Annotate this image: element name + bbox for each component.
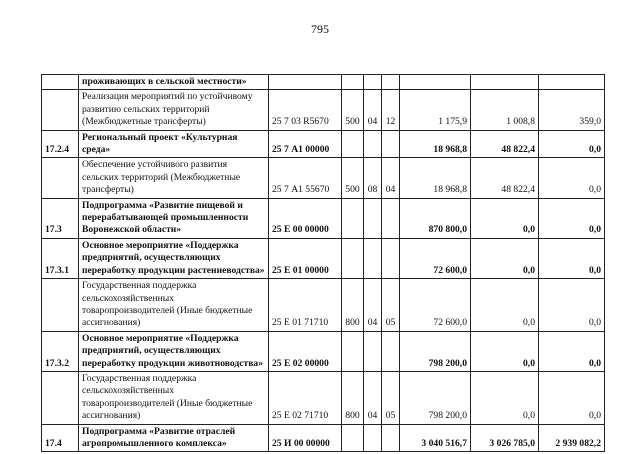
row-rz	[364, 198, 382, 238]
row-rz: 04	[364, 279, 382, 332]
row-pr: 05	[382, 371, 400, 424]
row-number	[42, 371, 79, 424]
row-rz: 04	[364, 90, 382, 130]
row-name: Государственная поддержка сельскохозяйственных товаропроизводителей (Иные бюджетные ассигнования)	[79, 279, 269, 332]
row-value-3: 2 939 082,2	[539, 424, 605, 452]
row-code: 25 7 А1 55670	[269, 158, 342, 198]
row-value-3: 359,0	[539, 90, 605, 130]
row-vr: 500	[342, 90, 364, 130]
row-value-1	[400, 75, 471, 90]
table-row	[42, 130, 605, 158]
row-pr: 12	[382, 90, 400, 130]
table-row	[42, 90, 605, 130]
page-number: 795	[311, 22, 329, 36]
row-rz	[364, 75, 382, 90]
row-vr	[342, 424, 364, 452]
row-vr	[342, 130, 364, 158]
row-name: Основное мероприятие «Поддержка предприятий, осуществляющих переработку продукции животноводства»	[79, 331, 269, 371]
row-code: 25 Е 00 00000	[269, 198, 342, 238]
row-rz	[364, 238, 382, 278]
row-rz	[364, 331, 382, 371]
row-number	[42, 75, 79, 90]
row-number: 17.4	[42, 424, 79, 452]
row-value-2: 0,0	[471, 279, 539, 332]
row-value-2: 3 026 785,0	[471, 424, 539, 452]
row-rz	[364, 130, 382, 158]
row-vr: 500	[342, 158, 364, 198]
row-value-2	[471, 75, 539, 90]
row-name: проживающих в сельской местности»	[79, 75, 269, 90]
row-value-2: 0,0	[471, 198, 539, 238]
row-code: 25 Е 02 71710	[269, 371, 342, 424]
row-name: Государственная поддержка сельскохозяйственных товаропроизводителей (Иные бюджетные ассигнования)	[79, 371, 269, 424]
row-code: 25 7 А1 00000	[269, 130, 342, 158]
row-value-1: 72 600,0	[400, 279, 471, 332]
row-value-1: 18 968,8	[400, 130, 471, 158]
row-vr	[342, 331, 364, 371]
row-name: Подпрограмма «Развитие отраслей агропромышленного комплекса»	[79, 424, 269, 452]
row-rz	[364, 424, 382, 452]
row-pr	[382, 198, 400, 238]
row-pr	[382, 424, 400, 452]
row-number	[42, 90, 79, 130]
row-value-1: 798 200,0	[400, 331, 471, 371]
row-value-2: 48 822,4	[471, 158, 539, 198]
row-number: 17.2.4	[42, 130, 79, 158]
row-number	[42, 279, 79, 332]
row-pr	[382, 75, 400, 90]
table-row	[42, 279, 605, 332]
row-value-1: 870 800,0	[400, 198, 471, 238]
row-value-3: 0,0	[539, 279, 605, 332]
table-row	[42, 331, 605, 371]
row-rz: 08	[364, 158, 382, 198]
table-row	[42, 371, 605, 424]
row-pr	[382, 238, 400, 278]
row-code: 25 И 00 00000	[269, 424, 342, 452]
row-value-2: 0,0	[471, 238, 539, 278]
row-number: 17.3.1	[42, 238, 79, 278]
row-value-2: 1 008,8	[471, 90, 539, 130]
row-pr	[382, 130, 400, 158]
budget-table	[41, 74, 605, 452]
row-vr	[342, 75, 364, 90]
row-number: 17.3.2	[42, 331, 79, 371]
row-pr	[382, 331, 400, 371]
row-name: Основное мероприятие «Поддержка предприятий, осуществляющих переработку продукции растениеводства»	[79, 238, 269, 278]
row-code: 25 Е 01 71710	[269, 279, 342, 332]
row-value-3: 0,0	[539, 238, 605, 278]
row-rz: 04	[364, 371, 382, 424]
row-code: 25 Е 01 00000	[269, 238, 342, 278]
row-value-3: 0,0	[539, 331, 605, 371]
row-vr: 800	[342, 371, 364, 424]
row-value-1: 18 968,8	[400, 158, 471, 198]
row-pr: 04	[382, 158, 400, 198]
row-name: Региональный проект «Культурная среда»	[79, 130, 269, 158]
row-value-3: 0,0	[539, 130, 605, 158]
row-number: 17.3	[42, 198, 79, 238]
row-value-3: 0,0	[539, 158, 605, 198]
row-value-1: 798 200,0	[400, 371, 471, 424]
table-row	[42, 75, 605, 90]
row-value-1: 72 600,0	[400, 238, 471, 278]
row-vr	[342, 198, 364, 238]
table-row	[42, 198, 605, 238]
row-value-2: 0,0	[471, 371, 539, 424]
row-vr	[342, 238, 364, 278]
row-name: Подпрограмма «Развитие пищевой и перерабатывающей промышленности Воронежской области»	[79, 198, 269, 238]
table-row	[42, 238, 605, 278]
row-value-3	[539, 75, 605, 90]
table-row	[42, 424, 605, 452]
row-code	[269, 75, 342, 90]
row-name: Обеспечение устойчивого развития сельских территорий (Межбюджетные трансферты)	[79, 158, 269, 198]
row-code: 25 Е 02 00000	[269, 331, 342, 371]
table-row	[42, 158, 605, 198]
row-name: Реализация мероприятий по устойчивому развитию сельских территорий (Межбюджетные трансферты)	[79, 90, 269, 130]
row-number	[42, 158, 79, 198]
row-value-1: 3 040 516,7	[400, 424, 471, 452]
row-code: 25 7 03 R5670	[269, 90, 342, 130]
row-vr: 800	[342, 279, 364, 332]
row-pr: 05	[382, 279, 400, 332]
row-value-3: 0,0	[539, 198, 605, 238]
table-body	[42, 75, 605, 452]
row-value-1: 1 175,9	[400, 90, 471, 130]
row-value-3: 0,0	[539, 371, 605, 424]
row-value-2: 48 822,4	[471, 130, 539, 158]
row-value-2: 0,0	[471, 331, 539, 371]
